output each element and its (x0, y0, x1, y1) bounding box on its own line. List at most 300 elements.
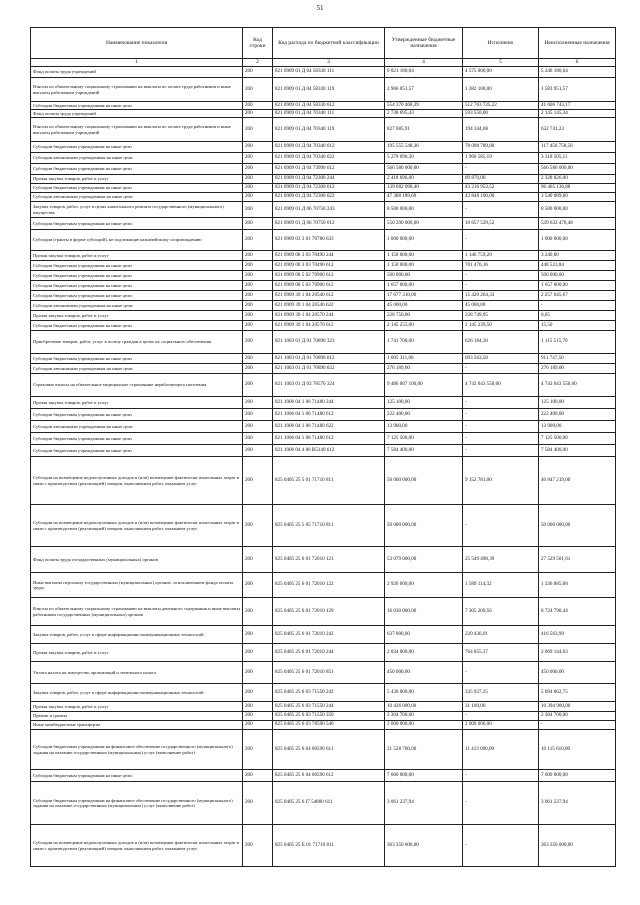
table-row (31, 662, 616, 684)
approved-amount-cell: 550 290 000,00 (385, 218, 463, 230)
executed-amount-cell: - (463, 662, 539, 684)
approved-amount-cell: 5 279 090,30 (385, 153, 463, 164)
table-row (31, 301, 616, 311)
line-code-cell: 200 (243, 730, 273, 770)
indicator-name-cell: Закупка товаров, работ, услуг в сфере информационно-коммуникационных технологий (31, 684, 243, 702)
remaining-amount-cell: 566 580 000,00 (539, 164, 616, 175)
approved-amount-cell: 1 741 700,00 (385, 331, 463, 354)
indicator-name-cell: Субсидии автономным учреждениям на иные цели (31, 153, 243, 164)
line-code-cell: 200 (243, 712, 273, 721)
approved-amount-cell: 2 926 000,00 (385, 573, 463, 598)
header-indicator-name: Наименование показателя (31, 28, 243, 59)
approved-amount-cell: 2 145 255,00 (385, 321, 463, 331)
indicator-name-cell: Закупка товаров, работ, услуг в сфере информационно-коммуникационных технологий (31, 626, 243, 644)
approved-amount-cell: 554 370 468,39 (385, 102, 463, 110)
indicator-name-cell: Субсидии бюджетным учреждениям на иные цели (31, 291, 243, 301)
expense-code-cell: 821 0909 01 Д 04 70340 612 (273, 142, 385, 153)
expense-code-cell: 825 0405 25 6 03 71550 242 (273, 684, 385, 702)
indicator-name-cell: Субсидии бюджетным учреждениям на иные цели (31, 102, 243, 110)
header-approved: Утвержденные бюджетные назначения (385, 28, 463, 59)
executed-amount-cell: 78 098 789,80 (463, 142, 539, 153)
executed-amount-cell: 228 749,95 (463, 311, 539, 321)
remaining-amount-cell: 1 336 885,68 (539, 573, 616, 598)
remaining-amount-cell: 2 257 045,67 (539, 291, 616, 301)
executed-amount-cell: 1 589 114,32 (463, 573, 539, 598)
indicator-name-cell: Субсидии бюджетным учреждениям на иные цели (31, 433, 243, 445)
indicator-name-cell: Субсидии бюджетным учреждениям на иные цели (31, 409, 243, 421)
executed-amount-cell: - (463, 445, 539, 457)
expense-code-cell: 821 0909 39 1 04 20540 622 (273, 301, 385, 311)
executed-amount-cell: 43 216 953,52 (463, 184, 539, 193)
remaining-amount-cell: 1 115 515,70 (539, 331, 616, 354)
table-row (31, 142, 616, 153)
table-row (31, 184, 616, 193)
remaining-amount-cell: - (539, 301, 616, 311)
remaining-amount-cell: 539 632 470,48 (539, 218, 616, 230)
approved-amount-cell: 8 500 000,00 (385, 202, 463, 218)
executed-amount-cell: 25 549 498,39 (463, 547, 539, 573)
table-row (31, 598, 616, 626)
remaining-amount-cell: 2 069 144,63 (539, 644, 616, 662)
line-code-cell: 200 (243, 433, 273, 445)
expense-code-cell: 825 0405 25 6 03 71550 244 (273, 702, 385, 712)
table-row (31, 770, 616, 782)
expense-code-cell: 821 0909 39 1 04 20570 612 (273, 321, 385, 331)
indicator-name-cell: Субсидии бюджетным учреждениям на иные цели (31, 142, 243, 153)
executed-amount-cell: - (463, 825, 539, 867)
expense-code-cell: 825 0405 25 5 01 71710 811 (273, 457, 385, 505)
line-code-cell: 200 (243, 218, 273, 230)
approved-amount-cell: 5 430 000,00 (385, 684, 463, 702)
remaining-amount-cell: 1 657 000,00 (539, 281, 616, 291)
approved-amount-cell: 566 580 000,00 (385, 164, 463, 175)
expense-code-cell: 821 1006 04 1 06 71480 612 (273, 409, 385, 421)
approved-amount-cell: 50 000 000,00 (385, 457, 463, 505)
approved-amount-cell: 827 085,91 (385, 118, 463, 142)
expense-code-cell: 825 0405 25 6 03 78590 540 (273, 721, 385, 730)
approved-amount-cell: 500 000,00 (385, 271, 463, 281)
expense-code-cell: 821 0909 01 Д 04 58330 111 (273, 67, 385, 78)
line-code-cell: 200 (243, 331, 273, 354)
line-code-cell: 200 (243, 102, 273, 110)
expense-code-cell: 821 1006 04 1 06 71480 622 (273, 421, 385, 433)
table-row (31, 118, 616, 142)
indicator-name-cell: Иные межбюджетные трансферты (31, 721, 243, 730)
indicator-name-cell: Субсидии бюджетным учреждениям на финансовое обеспечение государственного (муниципального) задания на оказание государственных (муниципальных) услуг (выполнение работ) (31, 730, 243, 770)
indicator-name-cell: Взносы по обязательному социальному страхованию на выплаты по оплате труда работников и иные выплаты работникам учреждений (31, 118, 243, 142)
table-row (31, 230, 616, 251)
approved-amount-cell: 9 486 087 100,00 (385, 374, 463, 397)
approved-amount-cell: 47 388 189,60 (385, 193, 463, 202)
indicator-name-cell: Прочая закупка товаров, работ и услуг (31, 702, 243, 712)
executed-amount-cell: - (463, 271, 539, 281)
table-row (31, 281, 616, 291)
expense-code-cell: 821 1003 01 Д 01 70890 323 (273, 331, 385, 354)
indicator-name-cell: Фонд оплаты труда учреждений (31, 110, 243, 118)
executed-amount-cell: - (463, 433, 539, 445)
executed-amount-cell: 335 937,25 (463, 684, 539, 702)
line-code-cell: 200 (243, 598, 273, 626)
approved-amount-cell: 2 418 696,00 (385, 175, 463, 184)
indicator-name-cell: Фонд оплаты труда учреждений (31, 67, 243, 78)
header-line-code: Код строки (243, 28, 273, 59)
table-row (31, 354, 616, 364)
indicator-name-cell: Премии и гранты (31, 712, 243, 721)
expense-code-cell: 821 1003 01 Д 01 70890 612 (273, 354, 385, 364)
column-index: 3 (273, 59, 385, 67)
table-row (31, 331, 616, 354)
table-row (31, 175, 616, 184)
line-code-cell: 200 (243, 175, 273, 184)
line-code-cell: 200 (243, 301, 273, 311)
remaining-amount-cell: - (539, 721, 616, 730)
expense-code-cell: 825 0405 25 6 01 72010 244 (273, 644, 385, 662)
executed-amount-cell: - (463, 712, 539, 721)
expense-code-cell: 821 0909 01 Д 04 70340 119 (273, 118, 385, 142)
line-code-cell: 200 (243, 78, 273, 102)
remaining-amount-cell: 41 606 743,17 (539, 102, 616, 110)
expense-code-cell: 825 0405 25 5 05 71710 811 (273, 505, 385, 547)
remaining-amount-cell: 632 741,23 (539, 118, 616, 142)
remaining-amount-cell: 5 094 062,75 (539, 684, 616, 702)
line-code-cell: 200 (243, 251, 273, 261)
executed-amount-cell: - (463, 364, 539, 374)
expense-code-cell: 821 0909 03 3 01 70780 633 (273, 230, 385, 251)
remaining-amount-cell: 3 540 089,60 (539, 193, 616, 202)
table-row (31, 626, 616, 644)
expense-code-cell: 821 0909 01 Д 04 70340 622 (273, 153, 385, 164)
remaining-amount-cell: 3 240,80 (539, 251, 616, 261)
executed-amount-cell: 43 848 100,00 (463, 193, 539, 202)
expense-code-cell: 825 0405 25 6 I7 54800 611 (273, 782, 385, 825)
remaining-amount-cell: 7 600 000,00 (539, 770, 616, 782)
indicator-name-cell: Субсидии (гранты в форме субсидий), не подлежащие казначейскому сопровождению (31, 230, 243, 251)
line-code-cell: 200 (243, 281, 273, 291)
expense-code-cell: 825 0405 25 6 01 72010 851 (273, 662, 385, 684)
approved-amount-cell: 16 030 000,00 (385, 598, 463, 626)
indicator-name-cell: Субсидии автономным учреждениям на иные цели (31, 421, 243, 433)
line-code-cell: 200 (243, 118, 273, 142)
table-row (31, 397, 616, 409)
table-row (31, 193, 616, 202)
line-code-cell: 200 (243, 184, 273, 193)
remaining-amount-cell: 27 529 501,61 (539, 547, 616, 573)
table-row (31, 67, 616, 78)
executed-amount-cell: 11 413 090,00 (463, 730, 539, 770)
executed-amount-cell: 1 146 759,20 (463, 251, 539, 261)
executed-amount-cell: 89 870,00 (463, 175, 539, 184)
table-row (31, 421, 616, 433)
expense-code-cell: 825 0405 25 6 04 00590 612 (273, 770, 385, 782)
executed-amount-cell: 1 960 585,19 (463, 153, 539, 164)
indicator-name-cell: Субсидии автономным учреждениям на иные цели (31, 364, 243, 374)
expense-code-cell: 821 0909 39 1 04 20570 244 (273, 311, 385, 321)
remaining-amount-cell: 10 115 610,00 (539, 730, 616, 770)
table-row (31, 374, 616, 397)
line-code-cell: 200 (243, 291, 273, 301)
executed-amount-cell: - (463, 164, 539, 175)
indicator-name-cell: Уплата налога на имущество организаций и земельного налога (31, 662, 243, 684)
table-row (31, 702, 616, 712)
table-row (31, 457, 616, 505)
line-code-cell: 200 (243, 311, 273, 321)
indicator-name-cell: Субсидии на возмещение недополученных доходов и (или) возмещение фактически понесенных затрат в связи с производством (реализацией) товаров, выполнением работ, оказанием услуг (31, 457, 243, 505)
indicator-name-cell: Субсидии на возмещение недополученных доходов и (или) возмещение фактически понесенных затрат в связи с производством (реализацией) товаров, выполнением работ, оказанием услуг (31, 825, 243, 867)
executed-amount-cell: - (463, 421, 539, 433)
header-expense-code: Код расхода по бюджетной классификации (273, 28, 385, 59)
executed-amount-cell: 2 000 000,00 (463, 721, 539, 730)
table-row (31, 712, 616, 721)
remaining-amount-cell: 3 061 237,94 (539, 782, 616, 825)
approved-amount-cell: 228 750,00 (385, 311, 463, 321)
indicator-name-cell: Прочая закупка товаров, работ и услуг (31, 397, 243, 409)
table-row (31, 321, 616, 331)
table-row (31, 153, 616, 164)
approved-amount-cell: 1 150 000,00 (385, 261, 463, 271)
line-code-cell: 200 (243, 110, 273, 118)
expense-code-cell: 821 0909 01 Д 04 58330 612 (273, 102, 385, 110)
table-row (31, 573, 616, 598)
line-code-cell: 200 (243, 67, 273, 78)
indicator-name-cell: Субсидии бюджетным учреждениям на иные цели (31, 271, 243, 281)
page-number: 51 (316, 4, 324, 12)
executed-amount-cell: 45 000,00 (463, 301, 539, 311)
remaining-amount-cell: 1 583 951,57 (539, 78, 616, 102)
table-row (31, 202, 616, 218)
executed-amount-cell: 4 575 000,00 (463, 67, 539, 78)
approved-amount-cell: 276 189,00 (385, 364, 463, 374)
table-row (31, 684, 616, 702)
expense-code-cell: 821 0909 01 Д 04 58330 119 (273, 78, 385, 102)
indicator-name-cell: Фонд оплаты труда государственных (муниципальных) органов (31, 547, 243, 573)
table-row (31, 505, 616, 547)
expense-code-cell: 821 1003 01 Д 01 70890 622 (273, 364, 385, 374)
executed-amount-cell: - (463, 281, 539, 291)
remaining-amount-cell: 117 456 758,56 (539, 142, 616, 153)
line-code-cell: 200 (243, 721, 273, 730)
indicator-name-cell: Приобретение товаров, работ, услуг в пользу граждан в целях их социального обеспечения (31, 331, 243, 354)
expense-code-cell: 821 0909 01 Д 06 70750 243 (273, 202, 385, 218)
executed-amount-cell: 194 344,68 (463, 118, 539, 142)
executed-amount-cell: 10 657 529,52 (463, 218, 539, 230)
expense-code-cell: 825 0405 25 6 01 72010 121 (273, 547, 385, 573)
expense-code-cell: 821 0909 08 3 03 70490 244 (273, 251, 385, 261)
remaining-amount-cell: 8 500 000,00 (539, 202, 616, 218)
table-row (31, 291, 616, 301)
remaining-amount-cell: 125 100,00 (539, 397, 616, 409)
indicator-name-cell: Иные выплаты персоналу государственных (муниципальных) органов, за исключением фонда оплаты труда (31, 573, 243, 598)
table-row (31, 721, 616, 730)
expense-code-cell: 821 0909 08 5 03 70900 612 (273, 281, 385, 291)
approved-amount-cell: 10 426 000,00 (385, 702, 463, 712)
table-row (31, 825, 616, 867)
table-row (31, 164, 616, 175)
header-executed: Исполнено (463, 28, 539, 59)
remaining-amount-cell: 3 318 505,11 (539, 153, 616, 164)
line-code-cell: 200 (243, 445, 273, 457)
table-row (31, 311, 616, 321)
executed-amount-cell: 764 855,37 (463, 644, 539, 662)
remaining-amount-cell: 500 000,00 (539, 271, 616, 281)
remaining-amount-cell: 363 350 000,00 (539, 825, 616, 867)
remaining-amount-cell: 10 394 900,00 (539, 702, 616, 712)
indicator-name-cell: Субсидии бюджетным учреждениям на иные цели (31, 321, 243, 331)
remaining-amount-cell: 1 000 000,00 (539, 230, 616, 251)
line-code-cell: 200 (243, 505, 273, 547)
approved-amount-cell: 195 555 548,36 (385, 142, 463, 153)
line-code-cell: 200 (243, 702, 273, 712)
table-row (31, 218, 616, 230)
table-row (31, 644, 616, 662)
approved-amount-cell: 13 900,00 (385, 421, 463, 433)
remaining-amount-cell: 276 189,00 (539, 364, 616, 374)
approved-amount-cell: 450 000,00 (385, 662, 463, 684)
expenditure-table (30, 27, 616, 867)
column-index: 5 (463, 59, 539, 67)
indicator-name-cell: Субсидии бюджетным учреждениям на иные цели (31, 184, 243, 193)
approved-amount-cell: 2 966 051,57 (385, 78, 463, 102)
line-code-cell: 200 (243, 230, 273, 251)
remaining-amount-cell: 2 304 700,00 (539, 712, 616, 721)
table-body (31, 67, 616, 867)
header-remaining: Неисполненные назначения (539, 28, 616, 59)
executed-amount-cell: 220 436,01 (463, 626, 539, 644)
approved-amount-cell: 125 100,00 (385, 397, 463, 409)
executed-amount-cell: 4 743 043 550,00 (463, 374, 539, 397)
column-index: 6 (539, 59, 616, 67)
approved-amount-cell: 7 584 400,00 (385, 445, 463, 457)
line-code-cell: 200 (243, 364, 273, 374)
table-row (31, 730, 616, 770)
expense-code-cell: 821 0909 01 Д 04 72300 244 (273, 175, 385, 184)
expense-code-cell: 821 1003 01 Д 03 78570 324 (273, 374, 385, 397)
executed-amount-cell: 31 100,00 (463, 702, 539, 712)
column-index: 2 (243, 59, 273, 67)
executed-amount-cell: 2 145 239,50 (463, 321, 539, 331)
table-row (31, 261, 616, 271)
line-code-cell: 200 (243, 397, 273, 409)
executed-amount-cell: 693 563,50 (463, 354, 539, 364)
expense-code-cell: 825 0405 25 Е 01 71710 811 (273, 825, 385, 867)
remaining-amount-cell: 222 400,00 (539, 409, 616, 421)
expense-code-cell: 821 0909 01 Д 06 70750 612 (273, 218, 385, 230)
remaining-amount-cell: 8 724 790,44 (539, 598, 616, 626)
expense-code-cell: 825 0405 25 6 04 00590 611 (273, 730, 385, 770)
approved-amount-cell: 7 125 500,00 (385, 433, 463, 445)
expense-code-cell: 821 0909 08 5 02 70900 612 (273, 271, 385, 281)
remaining-amount-cell: 5 246 180,04 (539, 67, 616, 78)
remaining-amount-cell: 4 743 043 550,00 (539, 374, 616, 397)
line-code-cell: 200 (243, 644, 273, 662)
expense-code-cell: 825 0405 25 6 01 72010 242 (273, 626, 385, 644)
line-code-cell: 200 (243, 271, 273, 281)
indicator-name-cell: Взносы по обязательному социальному страхованию на выплаты денежного содержания и иные выплаты работникам государственных (муниципальных) органов (31, 598, 243, 626)
indicator-name-cell: Прочая закупка товаров, работ и услуг (31, 644, 243, 662)
line-code-cell: 200 (243, 153, 273, 164)
line-code-cell: 200 (243, 374, 273, 397)
indicator-name-cell: Субсидии бюджетным учреждениям на иные цели (31, 354, 243, 364)
approved-amount-cell: 1 150 000,00 (385, 251, 463, 261)
remaining-amount-cell: 40 847 219,00 (539, 457, 616, 505)
executed-amount-cell: 626 184,30 (463, 331, 539, 354)
table-row (31, 110, 616, 118)
line-code-cell: 200 (243, 164, 273, 175)
approved-amount-cell: 17 677 310,00 (385, 291, 463, 301)
line-code-cell: 200 (243, 684, 273, 702)
approved-amount-cell: 2 000 000,00 (385, 721, 463, 730)
table-row (31, 251, 616, 261)
line-code-cell: 200 (243, 770, 273, 782)
indicator-name-cell: Субсидии автономным учреждениям на иные цели (31, 301, 243, 311)
line-code-cell: 200 (243, 457, 273, 505)
remaining-amount-cell: 7 584 400,00 (539, 445, 616, 457)
indicator-name-cell: Субсидии бюджетным учреждениям на финансовое обеспечение государственного (муниципального) задания на оказание государственных (муниципальных) услуг (выполнение работ) (31, 782, 243, 825)
approved-amount-cell: 139 682 090,40 (385, 184, 463, 193)
executed-amount-cell: 512 763 725,22 (463, 102, 539, 110)
indicator-name-cell: Прочая закупка товаров, работ и услуг (31, 251, 243, 261)
remaining-amount-cell: 7 125 500,00 (539, 433, 616, 445)
line-code-cell: 200 (243, 825, 273, 867)
executed-amount-cell: - (463, 782, 539, 825)
remaining-amount-cell: 448 523,84 (539, 261, 616, 271)
indicator-name-cell: Страховые взносы на обязательное медицинское страхование неработающего населения (31, 374, 243, 397)
line-code-cell: 200 (243, 142, 273, 153)
remaining-amount-cell: 13 900,00 (539, 421, 616, 433)
line-code-cell: 200 (243, 261, 273, 271)
column-index-row (31, 59, 616, 67)
remaining-amount-cell: 96 465 136,88 (539, 184, 616, 193)
expense-code-cell: 821 0909 08 3 03 70490 612 (273, 261, 385, 271)
expense-code-cell: 821 0909 01 Д 04 72300 612 (273, 184, 385, 193)
approved-amount-cell: 637 000,00 (385, 626, 463, 644)
indicator-name-cell: Субсидии бюджетным учреждениям на иные цели (31, 281, 243, 291)
table-row (31, 433, 616, 445)
line-code-cell: 200 (243, 573, 273, 598)
expense-code-cell: 825 0405 25 6 03 71550 350 (273, 712, 385, 721)
executed-amount-cell: - (463, 505, 539, 547)
approved-amount-cell: 2 834 000,00 (385, 644, 463, 662)
executed-amount-cell: 593 550,00 (463, 110, 539, 118)
executed-amount-cell: - (463, 230, 539, 251)
remaining-amount-cell: 50 000 000,00 (539, 505, 616, 547)
indicator-name-cell: Субсидии бюджетным учреждениям на иные цели (31, 261, 243, 271)
indicator-name-cell: Субсидии бюджетным учреждениям на иные цели (31, 445, 243, 457)
indicator-name-cell: Взносы по обязательному социальному страхованию на выплаты по оплате труда работников и иные выплаты работникам учреждений (31, 78, 243, 102)
line-code-cell: 200 (243, 202, 273, 218)
approved-amount-cell: 50 000 000,00 (385, 505, 463, 547)
line-code-cell: 200 (243, 547, 273, 573)
approved-amount-cell: 7 600 000,00 (385, 770, 463, 782)
approved-amount-cell: 9 821 180,04 (385, 67, 463, 78)
approved-amount-cell: 1 657 000,00 (385, 281, 463, 291)
approved-amount-cell: 1 000 000,00 (385, 230, 463, 251)
expense-code-cell: 825 0405 25 6 01 72010 122 (273, 573, 385, 598)
table-row (31, 364, 616, 374)
executed-amount-cell: 701 476,16 (463, 261, 539, 271)
expense-code-cell: 821 0909 01 Д 04 73990 612 (273, 164, 385, 175)
approved-amount-cell: 363 350 000,00 (385, 825, 463, 867)
table-row (31, 78, 616, 102)
remaining-amount-cell: 416 563,99 (539, 626, 616, 644)
approved-amount-cell: 45 000,00 (385, 301, 463, 311)
indicator-name-cell: Прочая закупка товаров, работ и услуг (31, 311, 243, 321)
table-row (31, 547, 616, 573)
indicator-name-cell: Субсидии бюджетным учреждениям на иные цели (31, 770, 243, 782)
remaining-amount-cell: 450 000,00 (539, 662, 616, 684)
remaining-amount-cell: 2 145 145,34 (539, 110, 616, 118)
column-index: 1 (31, 59, 243, 67)
line-code-cell: 200 (243, 662, 273, 684)
